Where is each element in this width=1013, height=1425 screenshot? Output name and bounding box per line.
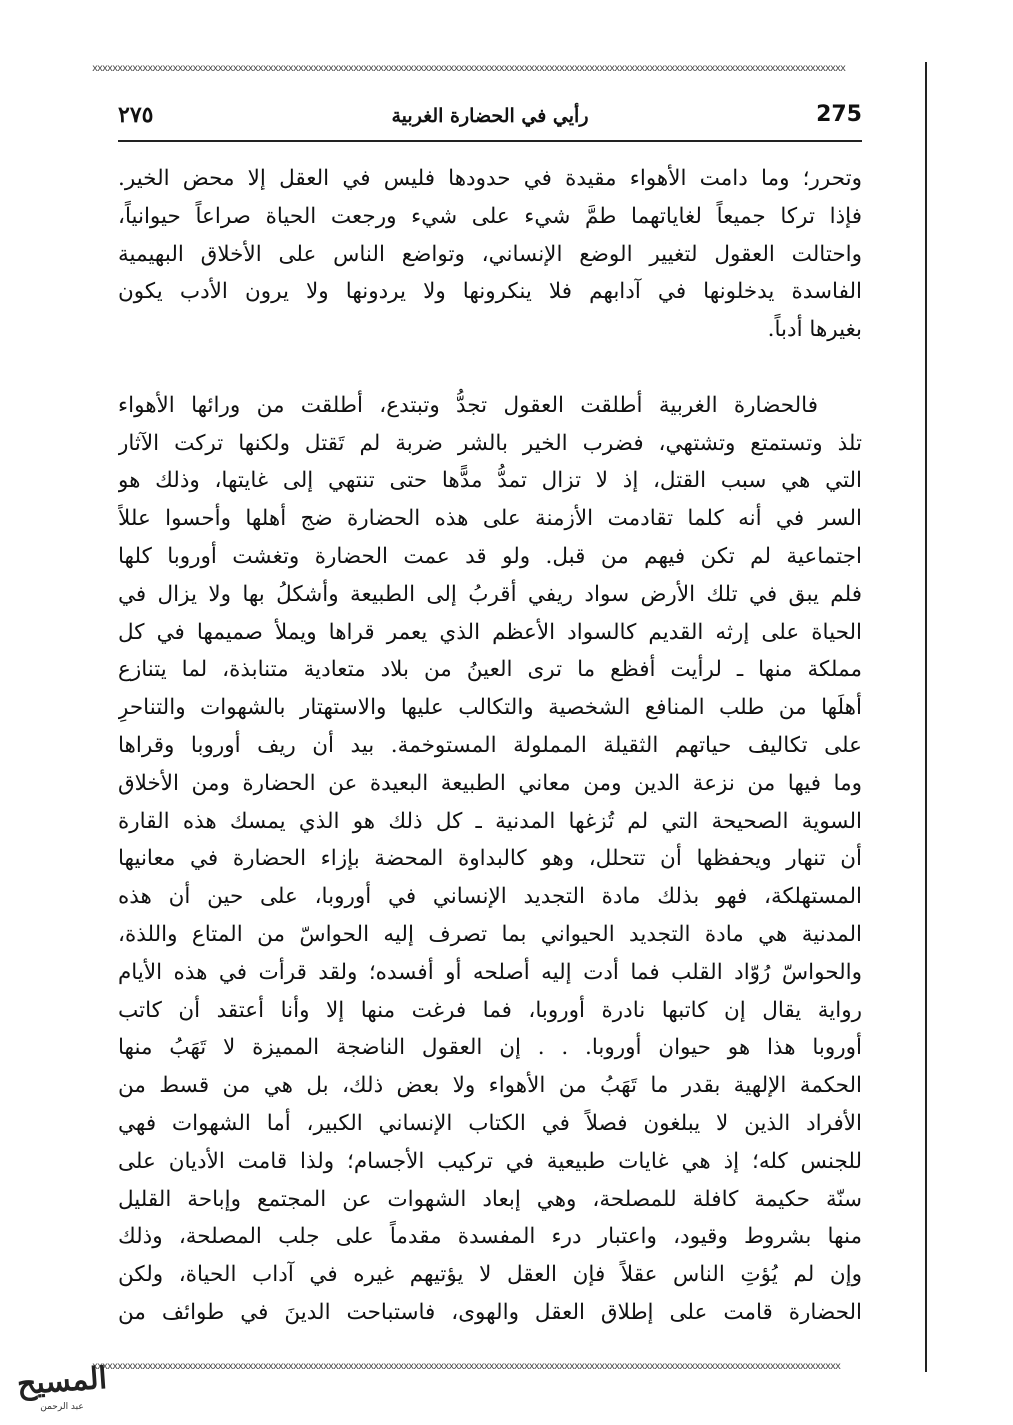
text-line: رواية يقال إن كاتبها نادرة أوروبا، فما فرغت منها إلا وأنا أعتقد أن كاتب <box>118 997 862 1023</box>
text-line: الحكمة الإلهية بقدر ما تَهَبُ من الأهواء ولا بعض ذلك، بل هي من قسط من <box>118 1073 862 1099</box>
watermark-sub-text: عبد الرحمن <box>40 1402 84 1412</box>
text-line: الأفراد الذين لا يبلغون فصلاً في الكتاب الإنساني الكبير، أما الشهوات فهي <box>118 1110 862 1136</box>
text-line: منها بشروط وقيود، واعتبار درء المفسدة مقدماً على جلب المصلحة، وذلك <box>118 1224 862 1250</box>
text-line: الفاسدة يدخلونها في آدابهم فلا ينكرونها ولا يردونها ولا يرون الأدب يكون <box>118 279 862 305</box>
text-line: وإن لم يُؤتِ الناس عقلاً فإن العقل لا يؤتيهم غيره في آداب الحياة، ولكن <box>118 1262 862 1288</box>
text-line: أهلَها من طلب المنافع الشخصية والتكالب عليها والاستهتار بالشهوات والتناحرِ <box>118 695 862 721</box>
text-line: والحواسّ رُوّاد القلب فما أدت إليه أصلحه أو أفسده؛ ولقد قرأت في هذه الأيام <box>118 959 862 985</box>
text-line: المدنية هي مادة التجديد الحيواني بما تصرف إليه الحواسّ من المتاع واللذة، <box>118 921 862 947</box>
text-line: التي هي سبب القتل، إذ لا تزال تمدُّ مدًّها حتى تنتهي إلى غايتها، وذلك هو <box>118 468 862 494</box>
text-line: بغيرها أدباً. <box>767 317 862 343</box>
text-line: أوروبا هذا هو حيوان أوروبا. . . إن العقول الناضجة المميزة لا تَهَبُ منها <box>118 1035 862 1061</box>
running-head <box>118 100 862 136</box>
text-line: فإذا تركا جميعاً لغاياتهما طمَّ شيء على شيء ورجعت الحياة صراعاً حيوانياً، <box>118 203 862 229</box>
text-line: للجنس كله؛ إذ هي غايات طبيعية في تركيب الأجسام؛ ولذا قامت الأديان على <box>118 1148 862 1174</box>
text-line: سنّة حكيمة كافلة للمصلحة، وهي إبعاد الشهوات عن المجتمع وإباحة القليل <box>118 1186 862 1212</box>
text-line: واحتالت العقول لتغيير الوضع الإنساني، وتواضع الناس على الأخلاق البهيمية <box>118 241 862 267</box>
text-line: مملكة منها ـ لرأيت أفظع ما ترى العينُ من بلاد متعادية متنابذة، لما يتنازع <box>118 657 862 683</box>
text-line: على تكاليف حياتهم الثقيلة المملولة المستوخمة. بيد أن ريف أوروبا وقراها <box>118 732 862 758</box>
text-line: اجتماعية لم تكن فيهم من قبل. ولو قد عمت الحضارة وتغشت أوروبا كلها <box>118 543 862 569</box>
text-line: الحياة على إرثه القديم كالسواد الأعظم الذي يعمر قراها ويملأ صميمها في كل <box>118 619 862 645</box>
text-line: السوية الصحيحة التي لم تُزغها المدنية ـ كل ذلك هو الذي يمسك هذه القارة <box>118 808 862 834</box>
text-line: فلم يبق في تلك الأرض سواد ريفي أقربُ إلى الطبيعة وأشكلُ بها ولا يزال في <box>118 581 862 607</box>
header-rule <box>118 140 862 142</box>
watermark-main-text: المسيح <box>15 1360 109 1403</box>
text-line: السر في أنه كلما تقادمت الأزمنة على هذه الحضارة ضج أهلها وأحسوا عللاً <box>118 506 862 532</box>
text-line: المستهلكة، فهو بذلك مادة التجديد الإنساني في أوروبا، على حين أن هذه <box>118 884 862 910</box>
text-line: فالحضارة الغربية أطلقت العقول تجدُّ وتبتدع، أطلقت من ورائها الأهواء <box>118 392 818 418</box>
text-line: وما فيها من نزعة الدين ومن معاني الطبيعة البعيدة عن الحضارة ومن الأخلاق <box>118 770 862 796</box>
decorative-top-border: xxxxxxxxxxxxxxxxxxxxxxxxxxxxxxxxxxxxxxxxxxxxxxxxxxxxxxxxxxxxxxxxxxxxxxxxxxxxxxxxxxxxxxxxxxxxxxxxxxxxxxxxxxxxxxxxxxxxxxxxxxxxxxxxxxxxxxxxxxxxxxxxxxxxxx <box>92 63 846 74</box>
text-line: تلذ وتستمتع وتشتهي، فضرب الخير بالشر ضربة لم تَقتل ولكنها تركت الآثار <box>118 430 862 456</box>
paragraph-gap <box>118 349 862 387</box>
page-number-arabic: ٢٧٥ <box>118 102 154 128</box>
page-number-latin: 275 <box>816 102 862 127</box>
running-title: رأيي في الحضارة الغربية <box>391 105 589 127</box>
paragraph-1 <box>118 160 862 349</box>
body-text <box>118 160 862 1332</box>
decorative-bottom-border: xxxxxxxxxxxxxxxxxxxxxxxxxxxxxxxxxxxxxxxxxxxxxxxxxxxxxxxxxxxxxxxxxxxxxxxxxxxxxxxxxxxxxxxxxxxxxxxxxxxxxxxxxxxxxxxxxxxxxxxxxxxxxxxxxxxxxxxxxxxxxxxxxxxxx <box>92 1361 841 1372</box>
right-margin-rule <box>925 62 927 1372</box>
text-line: الحضارة قامت على إطلاق العقل والهوى، فاستباحت الدينَ في طوائف من <box>118 1299 862 1325</box>
text-line: وتحرر؛ وما دامت الأهواء مقيدة في حدودها فليس في العقل إلا محض الخير. <box>118 166 862 191</box>
paragraph-2 <box>118 387 862 1332</box>
watermark-seal <box>2 1362 122 1422</box>
text-line: أن تنهار ويحفظها أن تتحلل، وهو كالبداوة المحضة بإزاء الحضارة في معانيها <box>118 846 862 872</box>
